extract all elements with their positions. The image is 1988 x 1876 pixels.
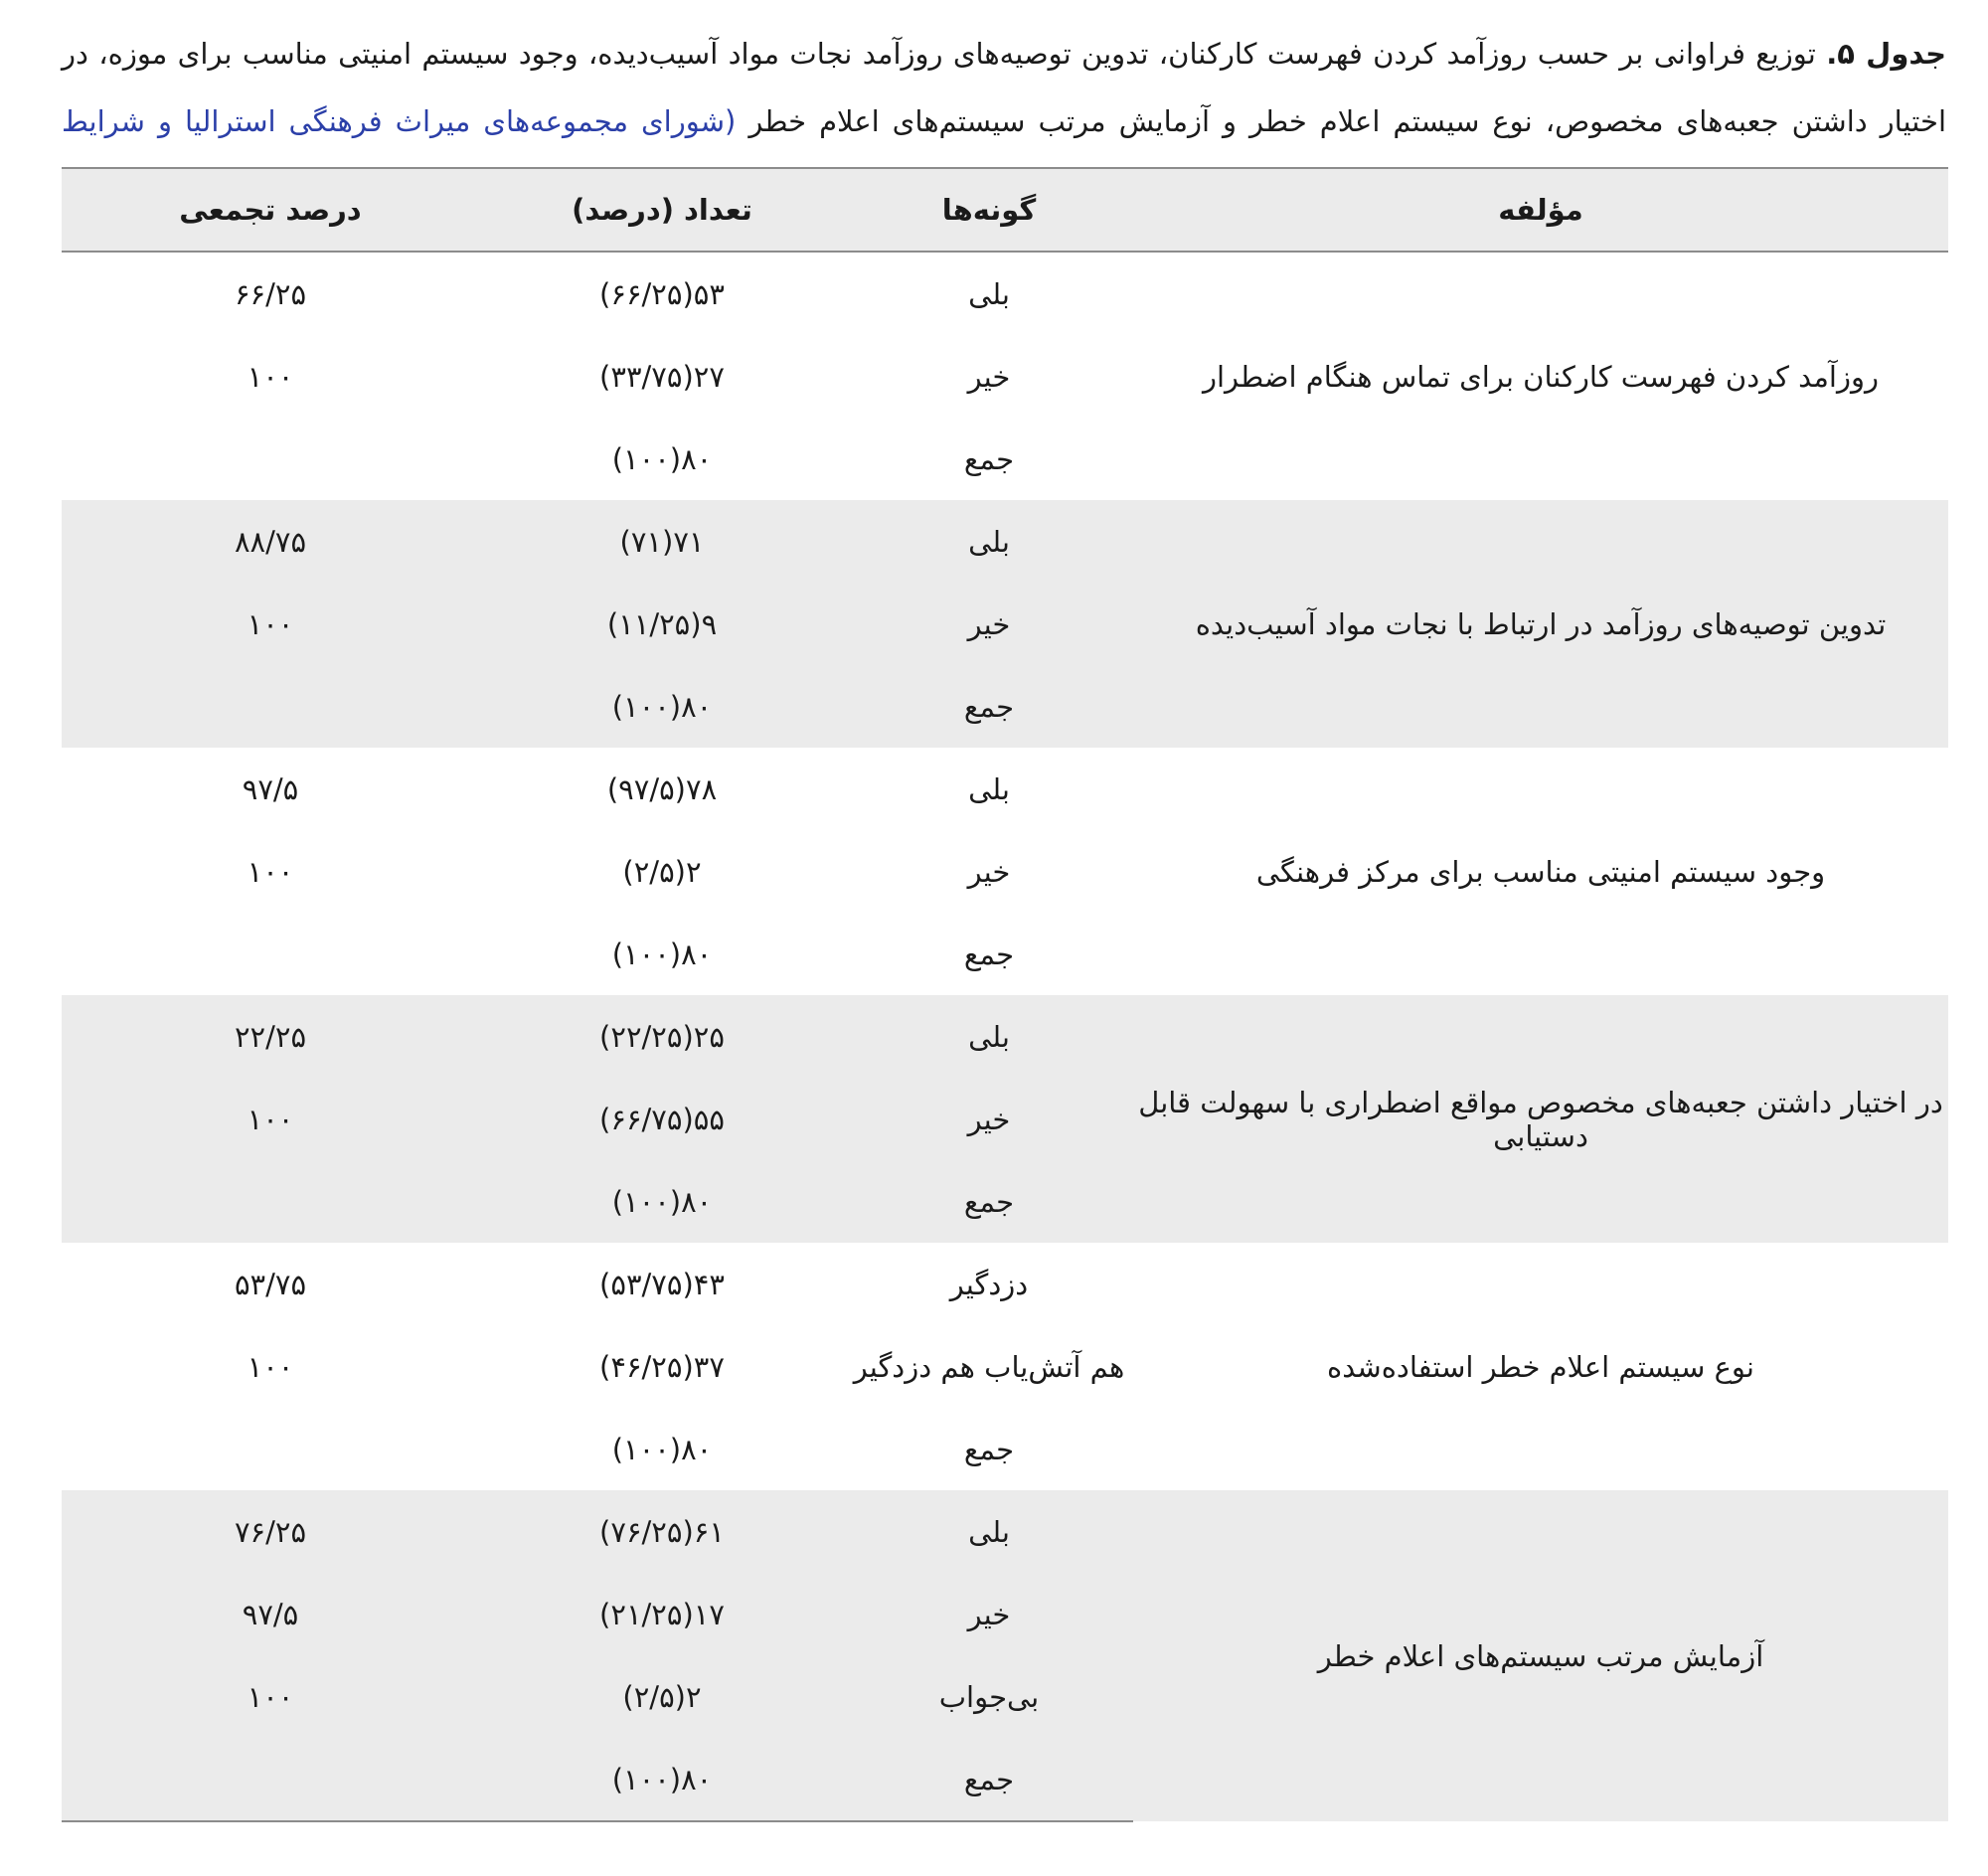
caption-label: جدول ۵. (1826, 37, 1946, 71)
cumulative-cell (62, 1738, 479, 1821)
cumulative-cell: ۱۰۰ (247, 1349, 294, 1384)
type-cell: خیر (845, 1078, 1133, 1160)
cumulative-cell: ۹۷/۵ (242, 771, 299, 806)
type-cell: جمع (963, 441, 1015, 476)
count-cell: ۷۸(۹۷/۵) (606, 771, 718, 806)
cumulative-cell: ۶۶/۲۵ (234, 276, 307, 311)
caption-text: توزیع فراوانی بر حسب روزآمد کردن فهرست کارکنان، تدوین توصیه‌های روزآمد نجات مواد آسیب‌دیده، وجود سیستم امنیتی مناسب برای موزه، در اختیار داشتن جعبه‌های مخصوص، نوع سیستم اعلام خطر و آزمایش مرتب سیستم‌های اعلام خطر (62, 37, 1947, 138)
type-cell: جمع (845, 1738, 1133, 1821)
cumulative-cell: ۹۷/۵ (62, 1573, 479, 1655)
component-cell: وجود سیستم امنیتی مناسب برای مرکز فرهنگی (1255, 854, 1826, 889)
cumulative-cell: ۷۶/۲۵ (62, 1490, 479, 1573)
table-row (62, 995, 1948, 1078)
type-cell: جمع (845, 665, 1133, 748)
count-cell: ۸۰(۱۰۰) (611, 441, 713, 476)
header-component: مؤلفه (1133, 168, 1948, 252)
type-cell: خیر (967, 359, 1011, 394)
cumulative-cell: ۱۰۰ (247, 359, 294, 394)
type-cell: جمع (845, 1160, 1133, 1243)
component-cell: تدوین توصیه‌های روزآمد در ارتباط با نجات مواد آسیب‌دیده (1133, 500, 1948, 748)
type-cell: بلی (968, 276, 1010, 311)
count-cell: ۲(۲/۵) (622, 854, 702, 889)
count-cell: ۵۵(۶۶/۷۵) (479, 1078, 845, 1160)
count-cell: ۲۷(۳۳/۷۵) (599, 359, 725, 394)
frequency-table (62, 167, 1948, 1822)
table-row (62, 500, 1948, 583)
count-cell: ۹(۱۱/۲۵) (479, 583, 845, 665)
type-cell: بی‌جواب (845, 1655, 1133, 1738)
cumulative-cell: ۱۰۰ (62, 1655, 479, 1738)
cumulative-cell (62, 418, 479, 500)
cumulative-cell: ۸۸/۷۵ (62, 500, 479, 583)
count-cell: ۲(۲/۵) (479, 1655, 845, 1738)
cumulative-cell: ۱۰۰ (247, 854, 294, 889)
count-cell: ۵۳(۶۶/۲۵) (599, 276, 725, 311)
type-cell: بلی (845, 1490, 1133, 1573)
header-cumulative: درصد تجمعی (62, 168, 479, 252)
caption-citation-link[interactable]: (شورای مجموعه‌های میراث فرهنگی استرالیا و شرایط (62, 104, 737, 138)
component-cell: آزمایش مرتب سیستم‌های اعلام خطر (1133, 1490, 1948, 1821)
table-row (62, 748, 1948, 830)
type-cell: خیر (967, 854, 1011, 889)
component-cell: در اختیار داشتن جعبه‌های مخصوص مواقع اضطراری با سهولت قابل دستیابی (1133, 995, 1948, 1243)
component-cell: روزآمد کردن فهرست کارکنان برای تماس هنگام اضطرار (1203, 359, 1879, 394)
type-cell: بلی (968, 771, 1010, 806)
cumulative-cell (62, 913, 479, 995)
count-cell: ۴۳(۵۳/۷۵) (599, 1267, 725, 1301)
cumulative-cell: ۲۲/۲۵ (62, 995, 479, 1078)
type-cell: هم آتش‌یاب هم دزدگیر (853, 1349, 1125, 1384)
type-cell: بلی (845, 995, 1133, 1078)
table-body (62, 252, 1948, 1821)
count-cell: ۸۰(۱۰۰) (479, 1738, 845, 1821)
cumulative-cell: ۵۳/۷۵ (234, 1267, 307, 1301)
count-cell: ۸۰(۱۰۰) (611, 937, 713, 971)
header-types: گونه‌ها (845, 168, 1133, 252)
type-cell: خیر (845, 1573, 1133, 1655)
count-cell: ۸۰(۱۰۰) (479, 665, 845, 748)
type-cell: بلی (845, 500, 1133, 583)
table-header-row (62, 168, 1948, 252)
cumulative-cell: ۱۰۰ (62, 1078, 479, 1160)
count-cell: ۸۰(۱۰۰) (611, 1432, 713, 1466)
type-cell: خیر (845, 583, 1133, 665)
cumulative-cell (62, 1160, 479, 1243)
table-row (62, 1490, 1948, 1573)
table-row (62, 252, 1948, 335)
type-cell: جمع (963, 937, 1015, 971)
type-cell: دزدگیر (949, 1267, 1029, 1301)
count-cell: ۱۷(۲۱/۲۵) (479, 1573, 845, 1655)
cumulative-cell (62, 665, 479, 748)
count-cell: ۸۰(۱۰۰) (479, 1160, 845, 1243)
cumulative-cell (62, 1408, 479, 1490)
count-cell: ۲۵(۲۲/۲۵) (479, 995, 845, 1078)
count-cell: ۷۱(۷۱) (479, 500, 845, 583)
cumulative-cell: ۱۰۰ (62, 583, 479, 665)
count-cell: ۳۷(۴۶/۲۵) (599, 1349, 725, 1384)
count-cell: ۶۱(۷۶/۲۵) (479, 1490, 845, 1573)
header-count: تعداد (درصد) (479, 168, 845, 252)
type-cell: جمع (963, 1432, 1015, 1466)
table-row (62, 1243, 1948, 1325)
component-cell: نوع سیستم اعلام خطر استفاده‌شده (1327, 1349, 1754, 1384)
